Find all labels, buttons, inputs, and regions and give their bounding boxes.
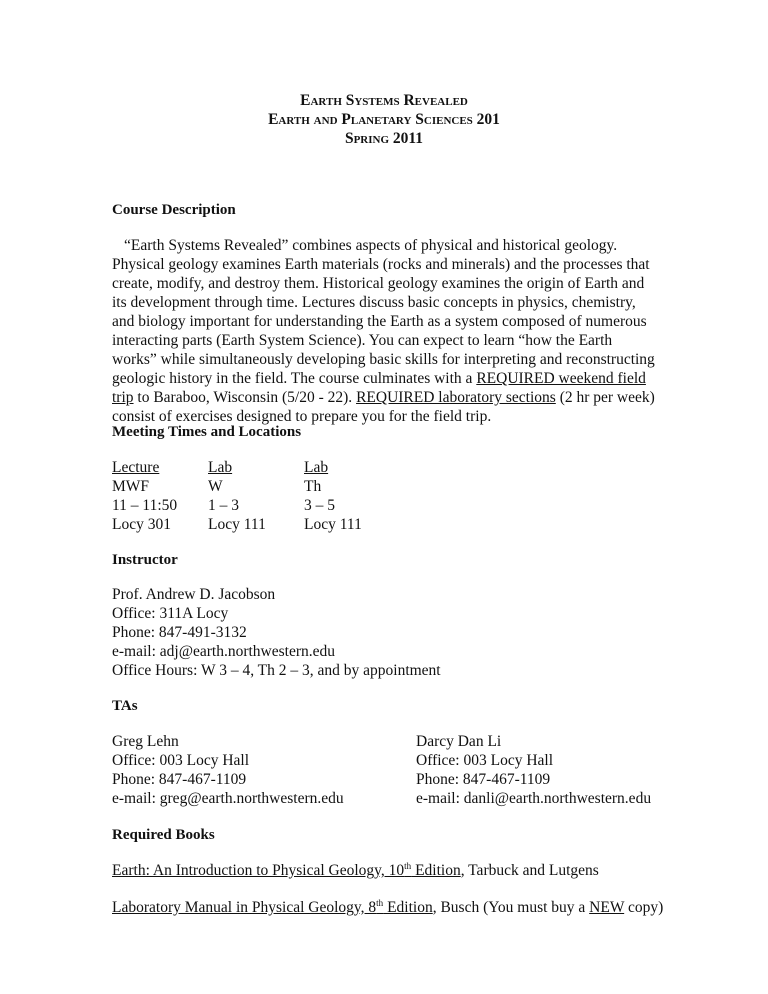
column-header: Lecture xyxy=(112,459,160,476)
column-line: 3 – 5 xyxy=(304,497,335,514)
column-line: Th xyxy=(304,478,322,495)
meeting-column-lab-w xyxy=(208,458,266,534)
tas-heading: TAs xyxy=(112,698,138,714)
ta-name: Darcy Dan Li xyxy=(416,733,502,750)
books-heading: Required Books xyxy=(112,827,215,843)
book-note-end: copy) xyxy=(624,899,664,916)
book-title xyxy=(112,899,433,916)
instructor-hours: Office Hours: W 3 – 4, Th 2 – 3, and by appointment xyxy=(112,662,441,679)
book-edition-sup: th xyxy=(404,860,412,871)
instructor-phone: Phone: 847-491-3132 xyxy=(112,624,247,641)
course-description-paragraph xyxy=(112,236,660,426)
column-header: Lab xyxy=(304,459,329,476)
column-line: 11 – 11:50 xyxy=(112,497,178,514)
column-line: Locy 111 xyxy=(208,516,266,533)
book-edition-sup: th xyxy=(376,897,384,908)
book-item xyxy=(112,861,599,880)
emphasized-requirement: REQUIRED laboratory sections xyxy=(356,389,556,406)
description-text: (2 hr per week) consist of exercises designed to prepare you for the field trip. xyxy=(112,389,655,425)
column-header: Lab xyxy=(208,459,233,476)
column-line: MWF xyxy=(112,478,150,495)
instructor-name: Prof. Andrew D. Jacobson xyxy=(112,586,276,603)
course-description-heading: Course Description xyxy=(112,202,236,218)
ta-darcy xyxy=(416,732,651,808)
meeting-column-lab-th xyxy=(304,458,362,534)
column-line: Locy 111 xyxy=(304,516,362,533)
column-line: Locy 301 xyxy=(112,516,171,533)
doc-title xyxy=(0,91,768,148)
column-line: 1 – 3 xyxy=(208,497,239,514)
book-authors: , Busch (You must buy a xyxy=(432,899,590,916)
book-authors: , Tarbuck and Lutgens xyxy=(460,862,599,879)
emphasized-requirement: REQUIRED weekend field trip xyxy=(112,370,646,406)
meeting-heading: Meeting Times and Locations xyxy=(112,424,302,440)
ta-greg xyxy=(112,732,344,808)
ta-email: e-mail: danli@earth.northwestern.edu xyxy=(416,790,652,807)
meeting-column-lecture xyxy=(112,458,177,534)
book-title-edition: Edition xyxy=(383,899,433,916)
instructor-office: Office: 311A Locy xyxy=(112,605,229,622)
title-line-3: Spring 2011 xyxy=(344,130,424,147)
book-new-emphasis: NEW xyxy=(589,899,625,916)
book-title-text: Laboratory Manual in Physical Geology, 8 xyxy=(112,899,377,916)
instructor-info xyxy=(112,585,441,680)
ta-email: e-mail: greg@earth.northwestern.edu xyxy=(112,790,344,807)
ta-phone: Phone: 847-467-1109 xyxy=(112,771,247,788)
ta-office: Office: 003 Locy Hall xyxy=(112,752,250,769)
instructor-heading: Instructor xyxy=(112,552,178,568)
title-line-1: Earth Systems Revealed xyxy=(300,92,468,109)
column-line: W xyxy=(208,478,223,495)
ta-office: Office: 003 Locy Hall xyxy=(416,752,554,769)
ta-phone: Phone: 847-467-1109 xyxy=(416,771,551,788)
book-title-edition: Edition xyxy=(411,862,461,879)
title-line-2: Earth and Planetary Sciences 201 xyxy=(268,111,500,128)
book-item xyxy=(112,898,663,917)
instructor-email: e-mail: adj@earth.northwestern.edu xyxy=(112,643,336,660)
description-text: to Baraboo, Wisconsin (5/20 - 22). xyxy=(133,389,357,406)
book-title-text: Earth: An Introduction to Physical Geology, 10 xyxy=(112,862,405,879)
ta-name: Greg Lehn xyxy=(112,733,179,750)
description-text: “Earth Systems Revealed” combines aspects of physical and historical geology. Physical geology examines Earth materials (rocks and minerals) and the processes that create, modify, and destroy them. Historical geology examines the origin of Earth and its development through time. Lectures discuss basic concepts in physics, chemistry, and biology important for understanding the Earth as a system composed of numerous interacting parts (Earth System Science). You can expect to learn “how the Earth works” while simultaneously developing basic skills for interpreting and reconstructing geologic history in the field. The course culminates with a xyxy=(112,237,655,387)
book-title xyxy=(112,862,461,879)
